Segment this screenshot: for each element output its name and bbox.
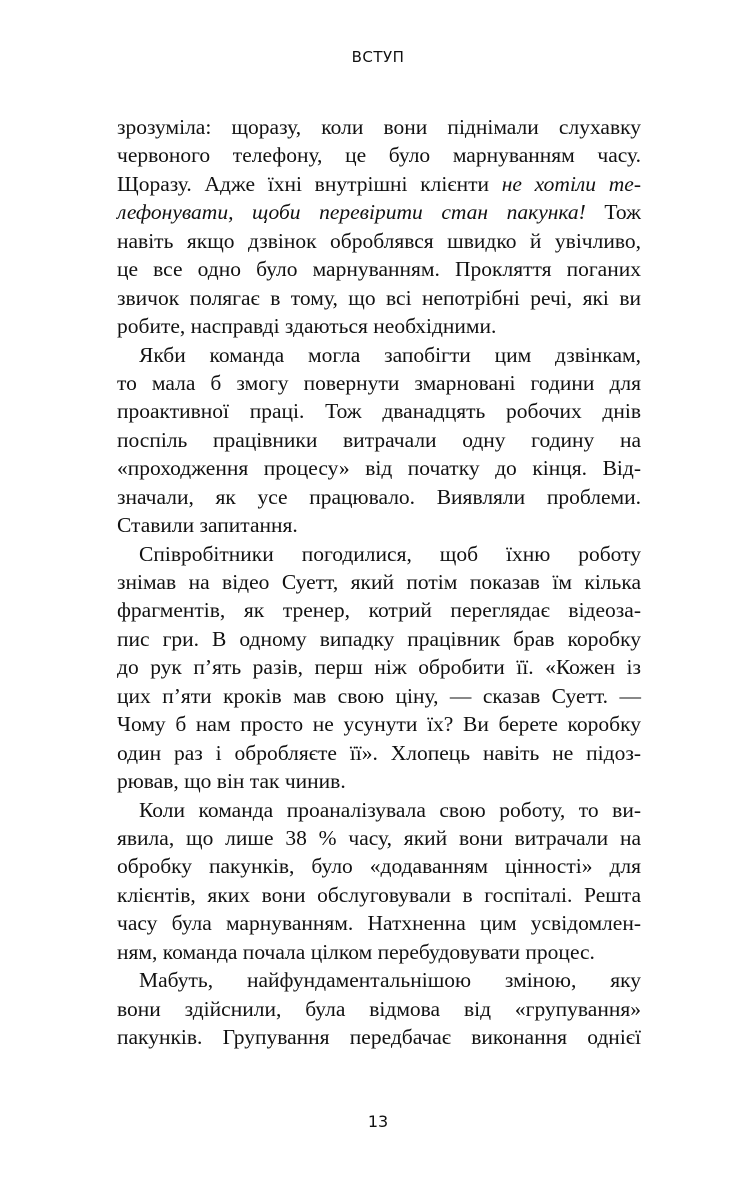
text-segment: пис гри. В одному випадку працівник брав коробку bbox=[117, 626, 641, 651]
text-line bbox=[117, 397, 641, 425]
italic-text: не хотіли те- bbox=[501, 171, 641, 196]
text-line bbox=[117, 141, 641, 169]
text-line bbox=[117, 796, 641, 824]
text-segment: явила, що лише 38 % часу, який вони витрачали на bbox=[117, 825, 641, 850]
text-line bbox=[117, 540, 641, 568]
text-segment: «проходження процесу» від початку до кінця. Від- bbox=[117, 456, 641, 481]
text-line bbox=[117, 426, 641, 454]
text-line bbox=[117, 227, 641, 255]
text-segment: знімав на відео Суетт, який потім показав їм кілька bbox=[117, 570, 641, 594]
text-segment: до рук п’ять разів, перш ніж обробити її. «Кожен із bbox=[117, 655, 641, 680]
text-line bbox=[117, 511, 641, 539]
text-segment: цих п’яти кроків мав свою ціну, — сказав Суетт. — bbox=[117, 683, 641, 708]
text-line bbox=[117, 881, 641, 909]
text-segment: червоного телефону, це було марнуванням часу. bbox=[117, 143, 641, 168]
text-segment: Щоразу. Адже їхні внутрішні клієнти bbox=[117, 171, 502, 196]
text-line bbox=[117, 596, 641, 624]
text-line bbox=[117, 966, 641, 994]
italic-text: лефонувати, щоби перевірити стан пакунка! bbox=[117, 200, 586, 225]
text-segment: часу була марнуванням. Натхненна цим усвідомлен- bbox=[117, 911, 641, 936]
text-line bbox=[117, 312, 641, 340]
text-segment: Коли команда проаналізувала свою роботу, то ви- bbox=[139, 797, 641, 822]
running-header: ВСТУП bbox=[351, 48, 405, 66]
text-segment: пакунків. Групування передбачає виконання однієї bbox=[117, 1025, 641, 1049]
text-segment: ням, команда почала цілком перебудовувати процес. bbox=[117, 939, 595, 964]
paragraph bbox=[117, 540, 641, 796]
text-line bbox=[117, 909, 641, 937]
text-segment: клієнтів, яких вони обслуговували в госпіталі. Решта bbox=[117, 882, 641, 907]
text-segment: це все одно було марнуванням. Прокляття поганих bbox=[117, 257, 641, 282]
paragraph bbox=[117, 796, 641, 967]
text-line bbox=[117, 284, 641, 312]
text-line bbox=[117, 710, 641, 738]
text-segment: фрагментів, як тренер, котрий переглядає відеоза- bbox=[117, 598, 641, 623]
text-segment: Якби команда могла запобігти цим дзвінкам, bbox=[139, 342, 641, 367]
text-segment: обробку пакунків, було «додаванням цінності» для bbox=[117, 854, 641, 879]
text-segment: Співробітники погодилися, щоб їхню роботу bbox=[139, 541, 641, 566]
text-segment: Тож bbox=[585, 200, 641, 225]
page-number: 13 bbox=[367, 1112, 389, 1131]
text-line bbox=[117, 938, 641, 966]
text-segment: Чому б нам просто не усунути їх? Ви берете коробку bbox=[117, 712, 641, 737]
text-segment: проактивної праці. Тож дванадцять робочих днів bbox=[117, 399, 641, 424]
text-segment: Мабуть, найфундаментальнішою зміною, яку bbox=[139, 968, 641, 993]
text-segment: Ставили запитання. bbox=[117, 513, 298, 538]
text-segment: то мала б змогу повернути змарновані години для bbox=[117, 370, 641, 395]
body-text bbox=[117, 113, 641, 1051]
text-line bbox=[117, 625, 641, 653]
text-segment: значали, як усе працювало. Виявляли проблеми. bbox=[117, 484, 641, 509]
text-line bbox=[117, 852, 641, 880]
text-line bbox=[117, 1023, 641, 1051]
paragraph bbox=[117, 966, 641, 1051]
text-line bbox=[117, 824, 641, 852]
text-segment: поспіль працівники витрачали одну годину на bbox=[117, 427, 641, 452]
text-line bbox=[117, 995, 641, 1023]
text-line bbox=[117, 767, 641, 795]
text-segment: звичок полягає в тому, що всі непотрібні речі, які ви bbox=[117, 285, 641, 310]
text-segment: навіть якщо дзвінок оброблявся швидко й увічливо, bbox=[117, 228, 641, 253]
text-segment: робите, насправді здаються необхідними. bbox=[117, 314, 497, 339]
text-line bbox=[117, 341, 641, 369]
text-line bbox=[117, 369, 641, 397]
text-line bbox=[117, 682, 641, 710]
paragraph bbox=[117, 341, 641, 540]
text-line bbox=[117, 568, 641, 596]
text-segment: вони здійснили, була відмова від «групування» bbox=[117, 996, 641, 1021]
text-line bbox=[117, 454, 641, 482]
text-segment: один раз і обробляєте її». Хлопець навіть не підоз- bbox=[117, 740, 641, 765]
text-line bbox=[117, 198, 641, 226]
paragraph bbox=[117, 113, 641, 341]
text-line bbox=[117, 483, 641, 511]
text-line bbox=[117, 113, 641, 141]
text-line bbox=[117, 739, 641, 767]
text-segment: рював, що він так чинив. bbox=[117, 769, 346, 794]
text-segment: зрозуміла: щоразу, коли вони піднімали слухавку bbox=[117, 115, 641, 139]
text-line bbox=[117, 255, 641, 283]
text-line bbox=[117, 170, 641, 198]
text-line bbox=[117, 653, 641, 681]
